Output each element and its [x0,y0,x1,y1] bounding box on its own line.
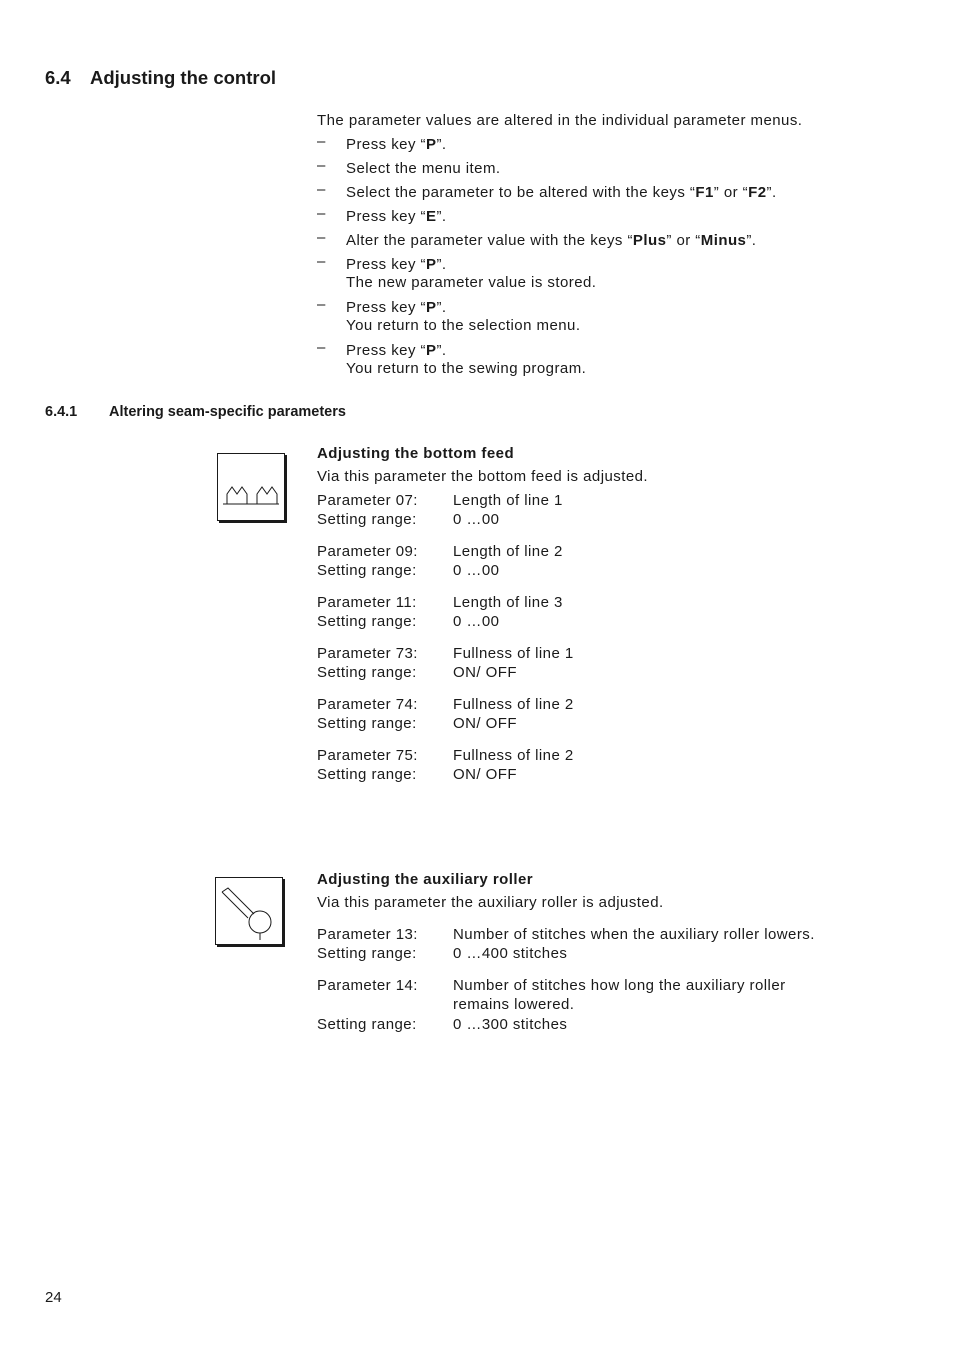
key-name: E [425,208,437,225]
range-row [317,944,815,963]
range-value: 0 …00 [453,613,500,630]
step-text-part: ”. [436,342,447,359]
key-name: P [425,342,437,359]
range-label: Setting range: [317,562,417,579]
auxiliary-roller-glyph [216,878,282,944]
key-name: P [425,299,437,316]
bottom-feed-section [317,444,648,784]
section-heading [45,67,276,89]
range-value: 0 …00 [453,511,500,528]
step-item [317,159,777,178]
step-item [317,231,777,250]
step-item [317,298,777,334]
range-value: ON/ OFF [453,715,517,732]
dash-marker: – [317,339,326,356]
step-text-part: ”. [436,299,447,316]
step-text [346,256,447,273]
step-text-part: Press key “ [346,256,426,273]
param-label: Parameter 73: [317,645,418,662]
steps-list [317,135,777,384]
step-text-part: Alter the parameter value with the keys “ [346,232,633,249]
step-text-part: ”. [766,184,777,201]
key-name: Minus [700,232,747,249]
step-text [346,184,777,201]
step-text-part: ”. [436,136,447,153]
key-name: P [425,256,437,273]
step-text-part: Press key “ [346,136,426,153]
step-item [317,341,777,377]
range-label: Setting range: [317,613,417,630]
step-result: The new parameter value is stored. [346,274,597,291]
step-text-part: ” or “ [666,232,701,249]
key-name: F2 [748,184,767,201]
step-result: You return to the sewing program. [346,360,587,377]
param-label: Parameter 07: [317,492,418,509]
dash-marker: – [317,253,326,270]
dash-marker: – [317,181,326,198]
range-value: ON/ OFF [453,664,517,681]
key-name: F1 [695,184,714,201]
step-text-part: ”. [436,256,447,273]
param-value: Length of line 1 [453,492,563,509]
step-item [317,255,777,291]
param-value: Length of line 3 [453,594,563,611]
auxiliary-roller-icon [215,877,283,945]
aux-roller-title: Adjusting the auxiliary roller [317,871,534,888]
range-row [317,561,648,580]
param-row [317,925,815,944]
step-text-part: Press key “ [346,299,426,316]
param-value-line: remains lowered. [453,996,575,1013]
range-label: Setting range: [317,715,417,732]
param-row [317,491,648,510]
param-value: Fullness of line 1 [453,645,574,662]
bottom-feed-params [317,491,648,784]
subsection-heading [45,404,346,420]
bottom-feed-description: Via this parameter the bottom feed is adjusted. [317,468,649,485]
step-item [317,135,777,154]
param-value: Length of line 2 [453,543,563,560]
dash-marker: – [317,133,326,150]
section-title: Adjusting the control [90,67,277,88]
step-text [346,208,447,225]
step-text-part: Press key “ [346,208,426,225]
bottom-feed-glyph [218,454,284,520]
param-value: Fullness of line 2 [453,747,574,764]
dash-marker: – [317,296,326,313]
range-row [317,663,648,682]
param-row [317,976,815,1014]
step-text-part: Select the parameter to be altered with the keys “ [346,184,696,201]
subsection-number: 6.4.1 [45,404,78,420]
param-label: Parameter 13: [317,926,418,943]
range-row [317,510,648,529]
key-name: Plus [632,232,667,249]
step-text [346,342,447,359]
range-value: ON/ OFF [453,766,517,783]
param-value: Number of stitches when the auxiliary roller lowers. [453,926,815,943]
bottom-feed-icon [217,453,285,521]
key-name: P [425,136,437,153]
range-row [317,1015,815,1034]
param-label: Parameter 74: [317,696,418,713]
step-item [317,207,777,226]
dash-marker: – [317,157,326,174]
step-text-part: ” or “ [713,184,749,201]
bottom-feed-title: Adjusting the bottom feed [317,445,515,462]
param-row [317,695,648,714]
param-block [317,542,648,580]
step-item [317,183,777,202]
step-text-part: Select the menu item. [346,160,501,177]
step-result: You return to the selection menu. [346,317,581,334]
step-text [346,160,501,177]
aux-roller-description: Via this parameter the auxiliary roller is adjusted. [317,894,664,911]
subsection-title: Altering seam-specific parameters [109,404,346,420]
param-row [317,746,648,765]
dash-marker: – [317,205,326,222]
range-value: 0 …400 stitches [453,945,568,962]
step-text-part: ”. [436,208,447,225]
step-text [346,232,756,249]
intro-text: The parameter values are altered in the individual parameter menus. [317,112,803,129]
param-block [317,695,648,733]
range-row [317,765,648,784]
step-text [346,299,447,316]
section-number: 6.4 [45,67,71,88]
param-block [317,644,648,682]
page-number: 24 [45,1289,62,1306]
param-row [317,644,648,663]
aux-roller-section [317,870,815,1034]
param-value [453,976,786,1014]
param-label: Parameter 75: [317,747,418,764]
param-row [317,542,648,561]
param-block [317,746,648,784]
param-value: Fullness of line 2 [453,696,574,713]
range-value: 0 …300 stitches [453,1016,568,1033]
range-label: Setting range: [317,664,417,681]
step-text [346,136,447,153]
param-label: Parameter 11: [317,594,417,611]
range-label: Setting range: [317,945,417,962]
range-value: 0 …00 [453,562,500,579]
step-text-part: Press key “ [346,342,426,359]
range-row [317,612,648,631]
param-value-line: Number of stitches how long the auxiliary roller [453,977,786,994]
param-label: Parameter 14: [317,977,418,994]
param-block [317,491,648,529]
param-label: Parameter 09: [317,543,418,560]
step-text-part: ”. [746,232,757,249]
dash-marker: – [317,229,326,246]
range-label: Setting range: [317,1016,417,1033]
range-row [317,714,648,733]
range-label: Setting range: [317,511,417,528]
range-label: Setting range: [317,766,417,783]
param-block [317,593,648,631]
param-row [317,593,648,612]
